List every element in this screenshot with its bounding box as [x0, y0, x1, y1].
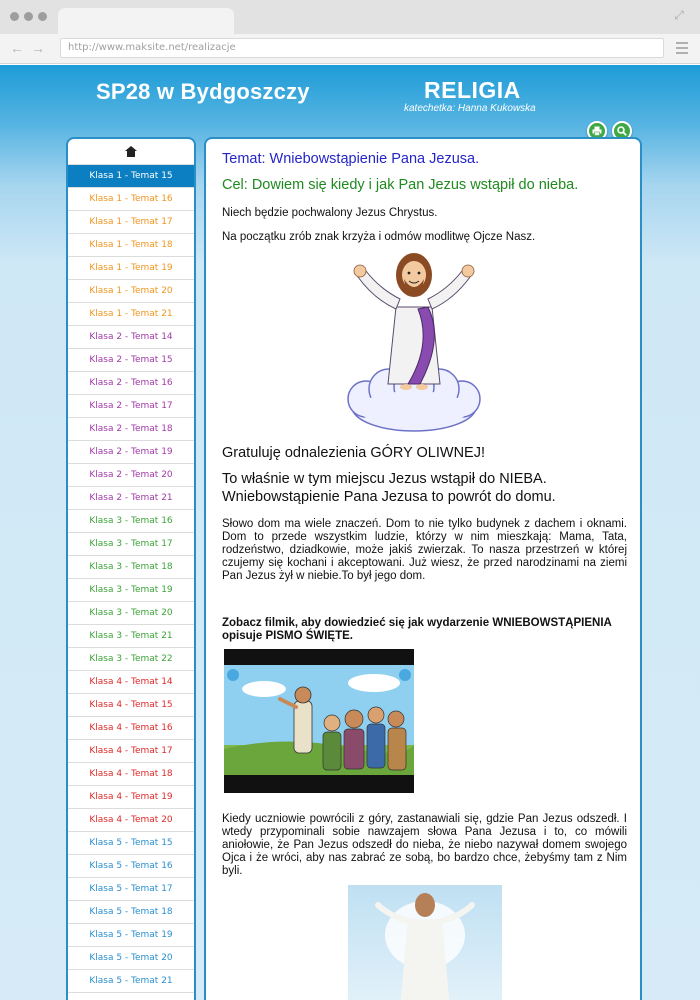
main-content: [204, 137, 642, 1000]
sidebar-item[interactable]: Klasa 3 - Temat 20: [68, 602, 194, 625]
sidebar-item[interactable]: Klasa 3 - Temat 17: [68, 533, 194, 556]
sidebar-item[interactable]: Klasa 3 - Temat 18: [68, 556, 194, 579]
address-bar[interactable]: http://www.maksite.net/realizacje: [60, 38, 664, 58]
sidebar-item[interactable]: Klasa 3 - Temat 16: [68, 510, 194, 533]
sidebar-item[interactable]: Klasa 4 - Temat 19: [68, 786, 194, 809]
sidebar-item[interactable]: Klasa 5 - Temat 21: [68, 970, 194, 993]
window-maximize-dot[interactable]: [38, 12, 47, 21]
video-player[interactable]: [224, 649, 414, 793]
sidebar-item[interactable]: Klasa 5 - Temat 15: [68, 832, 194, 855]
sidebar-item[interactable]: Klasa 1 - Temat 17: [68, 211, 194, 234]
browser-chrome: [0, 0, 700, 64]
page: [0, 65, 700, 1000]
sidebar-item[interactable]: Klasa 5 - Temat 18: [68, 901, 194, 924]
place-heading-line2: Wniebowstąpienie Pana Jezusa to powrót do domu.: [222, 489, 556, 505]
congrats-heading: Gratuluję odnalezienia GÓRY OLIWNEJ!: [222, 445, 486, 461]
sidebar-item[interactable]: Klasa 3 - Temat 19: [68, 579, 194, 602]
return-paragraph: Kiedy uczniowie powrócili z góry, zastanawiali się, gdzie Pan Jezus odszedł. I wtedy przypominali sobie nawzajem słowa Pana Jezusa i to, co mówili aniołowie, że Pan Jezus odszedł do nieba, że niebo nazywał domem swojego Ojca i że wróci, aby nas zabrać ze sobą, bo bardzo chce, żebyśmy tam z Nim byli.: [222, 813, 627, 877]
sidebar-item[interactable]: Klasa 3 - Temat 21: [68, 625, 194, 648]
sidebar-list: [68, 165, 194, 993]
sidebar-item[interactable]: Klasa 1 - Temat 16: [68, 188, 194, 211]
lesson-topic: Temat: Wniebowstąpienie Pana Jezusa.: [222, 151, 480, 167]
print-icon: [592, 126, 602, 136]
subject-subtitle: katechetka: Hanna Kukowska: [404, 103, 536, 114]
greeting-text: Niech będzie pochwalony Jezus Chrystus.: [222, 207, 438, 219]
sidebar-item[interactable]: Klasa 3 - Temat 22: [68, 648, 194, 671]
back-arrow-icon[interactable]: ←: [10, 40, 24, 56]
ascension-illustration: [344, 249, 484, 437]
site-title[interactable]: SP28 w Bydgoszczy: [96, 79, 310, 104]
sidebar-item[interactable]: Klasa 4 - Temat 15: [68, 694, 194, 717]
sidebar-item[interactable]: Klasa 4 - Temat 20: [68, 809, 194, 832]
home-paragraph: Słowo dom ma wiele znaczeń. Dom to nie tylko budynek z dachem i oknami. Dom to przede wszystkim ludzie, którzy w nim mieszkają: Mama, Tata, rodzeństwo, dziadkowie, może jakiś zwierzak. To nasza przestrzeń w której czujemy się kochani i akceptowani. Już wiesz, że przed narodzinami na ziemi Pan Jezus żył w niebie.To był jego dom.: [222, 518, 627, 582]
sidebar-item[interactable]: Klasa 5 - Temat 17: [68, 878, 194, 901]
window-close-dot[interactable]: [10, 12, 19, 21]
sidebar-item[interactable]: Klasa 2 - Temat 14: [68, 326, 194, 349]
sidebar-item[interactable]: Klasa 1 - Temat 20: [68, 280, 194, 303]
home-icon: [125, 146, 137, 157]
ascension-photo: [348, 885, 502, 1000]
sidebar-item[interactable]: Klasa 2 - Temat 19: [68, 441, 194, 464]
zoom-icon: [617, 126, 627, 136]
fullscreen-icon[interactable]: ⤢: [674, 8, 684, 22]
video-prompt: Zobacz filmik, aby dowiedzieć się jak wydarzenie WNIEBOWSTĄPIENIA opisuje PISMO ŚWIĘTE.: [222, 617, 612, 642]
intro-text: Na początku zrób znak krzyża i odmów modlitwę Ojcze Nasz.: [222, 231, 536, 243]
sidebar-item[interactable]: Klasa 5 - Temat 19: [68, 924, 194, 947]
sidebar-item[interactable]: Klasa 2 - Temat 16: [68, 372, 194, 395]
sidebar-item[interactable]: Klasa 4 - Temat 16: [68, 717, 194, 740]
sidebar-item[interactable]: Klasa 2 - Temat 21: [68, 487, 194, 510]
sidebar-item[interactable]: Klasa 4 - Temat 18: [68, 763, 194, 786]
sidebar-item[interactable]: Klasa 2 - Temat 18: [68, 418, 194, 441]
lesson-goal: Cel: Dowiem się kiedy i jak Pan Jezus wstąpił do nieba.: [222, 177, 579, 193]
hamburger-menu-icon[interactable]: [676, 42, 688, 57]
sidebar-item[interactable]: Klasa 4 - Temat 17: [68, 740, 194, 763]
browser-titlebar: [0, 0, 700, 34]
sidebar-item[interactable]: Klasa 5 - Temat 20: [68, 947, 194, 970]
browser-toolbar: [0, 34, 700, 64]
sidebar-item[interactable]: Klasa 4 - Temat 14: [68, 671, 194, 694]
place-heading-line1: To właśnie w tym miejscu Jezus wstąpił do NIEBA.: [222, 471, 547, 487]
sidebar-item[interactable]: Klasa 2 - Temat 17: [68, 395, 194, 418]
sidebar: [66, 137, 196, 1000]
sidebar-item[interactable]: Klasa 2 - Temat 15: [68, 349, 194, 372]
sidebar-item[interactable]: Klasa 1 - Temat 18: [68, 234, 194, 257]
subject-title: RELIGIA: [424, 77, 521, 103]
sidebar-home[interactable]: [68, 139, 194, 165]
sidebar-item[interactable]: Klasa 5 - Temat 16: [68, 855, 194, 878]
browser-tab[interactable]: [58, 8, 234, 36]
sidebar-item[interactable]: Klasa 1 - Temat 19: [68, 257, 194, 280]
sidebar-item[interactable]: Klasa 2 - Temat 20: [68, 464, 194, 487]
forward-arrow-icon[interactable]: →: [31, 40, 45, 56]
sidebar-item[interactable]: Klasa 1 - Temat 21: [68, 303, 194, 326]
window-minimize-dot[interactable]: [24, 12, 33, 21]
sidebar-item[interactable]: Klasa 1 - Temat 15: [68, 165, 194, 188]
